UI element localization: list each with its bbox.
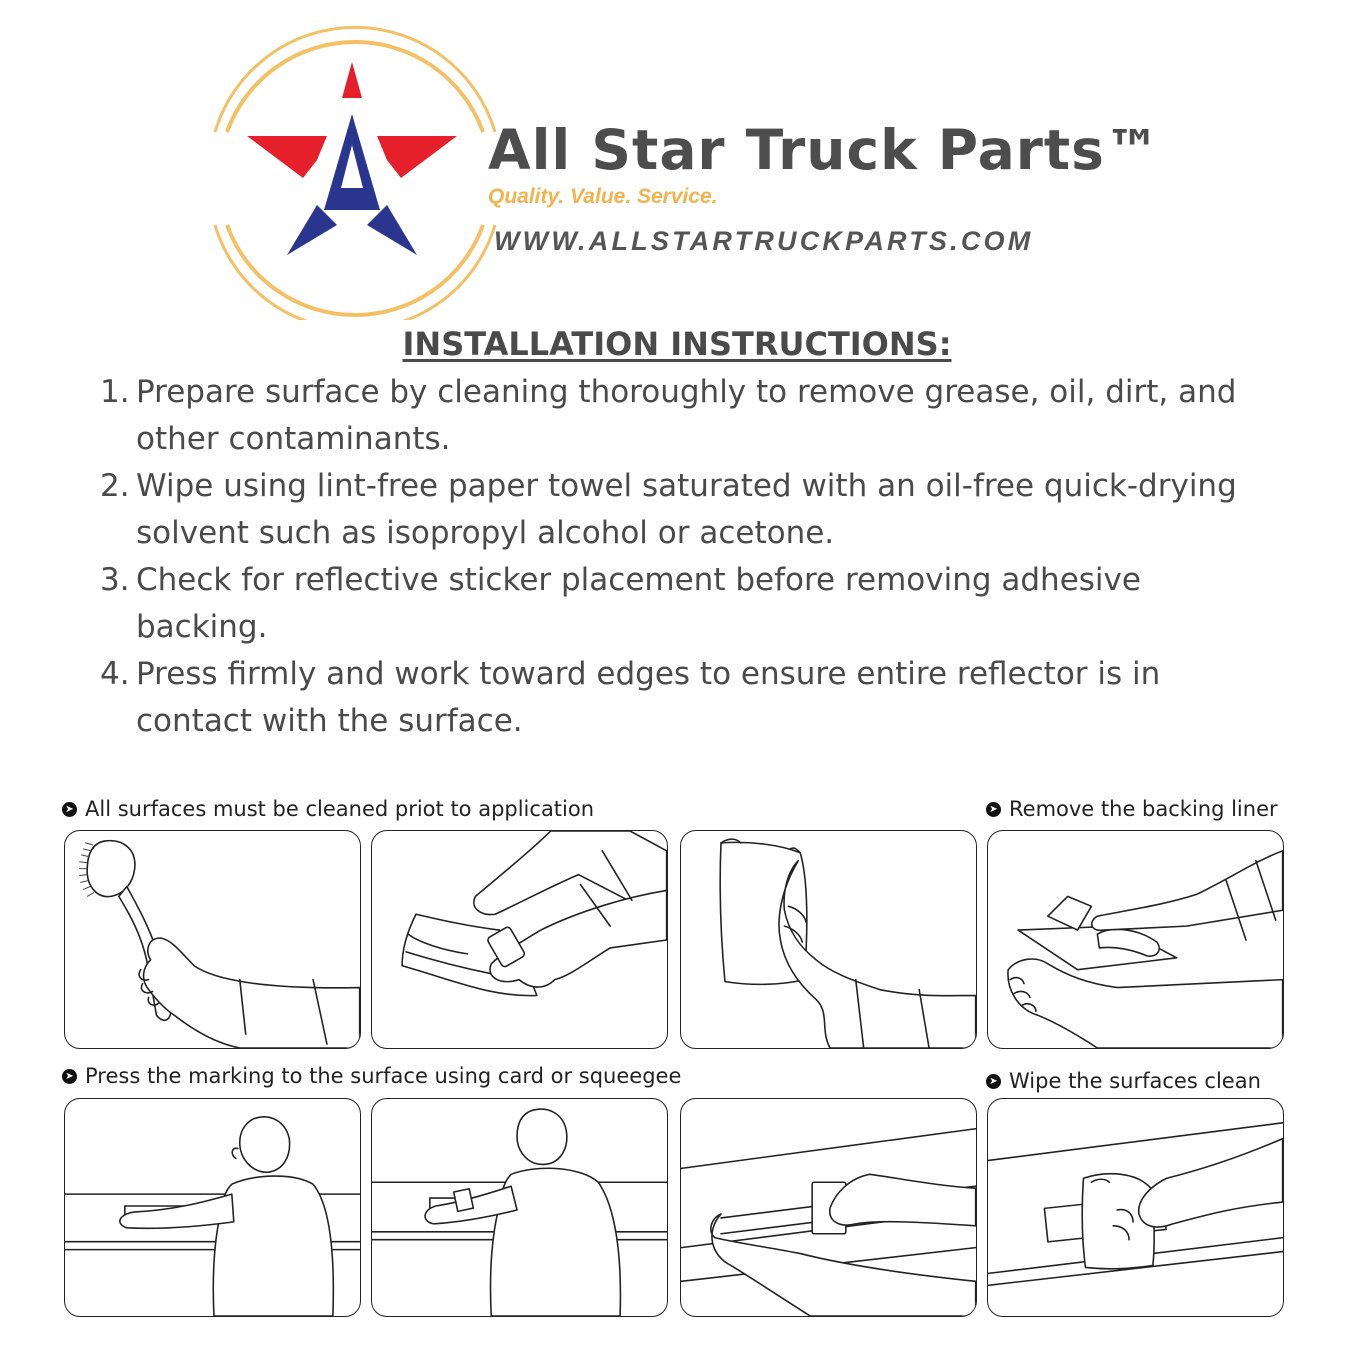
panel-wipe: [987, 1098, 1284, 1317]
arrow-right-circle-icon: ➤: [62, 1069, 77, 1084]
wiping-cloth-icon: [681, 831, 976, 1048]
card-squeegee-icon: [681, 1099, 976, 1316]
person-applying-marking-icon: [65, 1099, 360, 1316]
arrow-right-circle-icon: ➤: [986, 802, 1001, 817]
instruction-step-4: 4. Press firmly and work toward edges to ensure entire reflector is in contact with the surface.: [100, 656, 1161, 739]
panel-brush: [64, 830, 361, 1049]
instruction-step-3: 3. Check for reflective sticker placement before removing adhesive backing.: [100, 562, 1141, 645]
panel-liner: [987, 830, 1284, 1049]
caption-clean: ➤ All surfaces must be cleaned priot to application: [62, 797, 594, 821]
instruction-steps: [100, 369, 1260, 745]
arrow-right-circle-icon: ➤: [986, 1074, 1001, 1089]
instructions-heading: INSTALLATION INSTRUCTIONS:: [402, 325, 952, 363]
caption-remove-liner: ➤ Remove the backing liner: [986, 797, 1278, 821]
star-logo-icon: [205, 20, 505, 320]
panel-press-card: [680, 1098, 977, 1317]
panel-press-1: [64, 1098, 361, 1317]
instruction-step-2: 2. Wipe using lint-free paper towel saturated with an oil-free quick-drying solvent such as isopropyl alcohol or acetone.: [100, 468, 1237, 551]
website-url[interactable]: WWW.ALLSTARTRUCKPARTS.COM: [494, 226, 1034, 256]
peel-liner-icon: [988, 831, 1283, 1048]
brand-tagline: Quality. Value. Service.: [488, 185, 718, 208]
brand-name: All Star Truck Parts™: [488, 118, 1161, 182]
solvent-bottle-towel-icon: [372, 831, 667, 1048]
scrub-brush-icon: [65, 831, 360, 1048]
arrow-right-circle-icon: ➤: [62, 802, 77, 817]
instruction-step-1: 1. Prepare surface by cleaning thoroughly to remove grease, oil, dirt, and other contaminants.: [100, 374, 1237, 457]
caption-wipe: ➤ Wipe the surfaces clean: [986, 1069, 1261, 1093]
panel-press-2: [371, 1098, 668, 1317]
caption-press: ➤ Press the marking to the surface using card or squeegee: [62, 1064, 681, 1088]
person-pressing-marking-icon: [372, 1099, 667, 1316]
panel-towel: [371, 830, 668, 1049]
wipe-surface-icon: [988, 1099, 1283, 1316]
panel-cloth: [680, 830, 977, 1049]
